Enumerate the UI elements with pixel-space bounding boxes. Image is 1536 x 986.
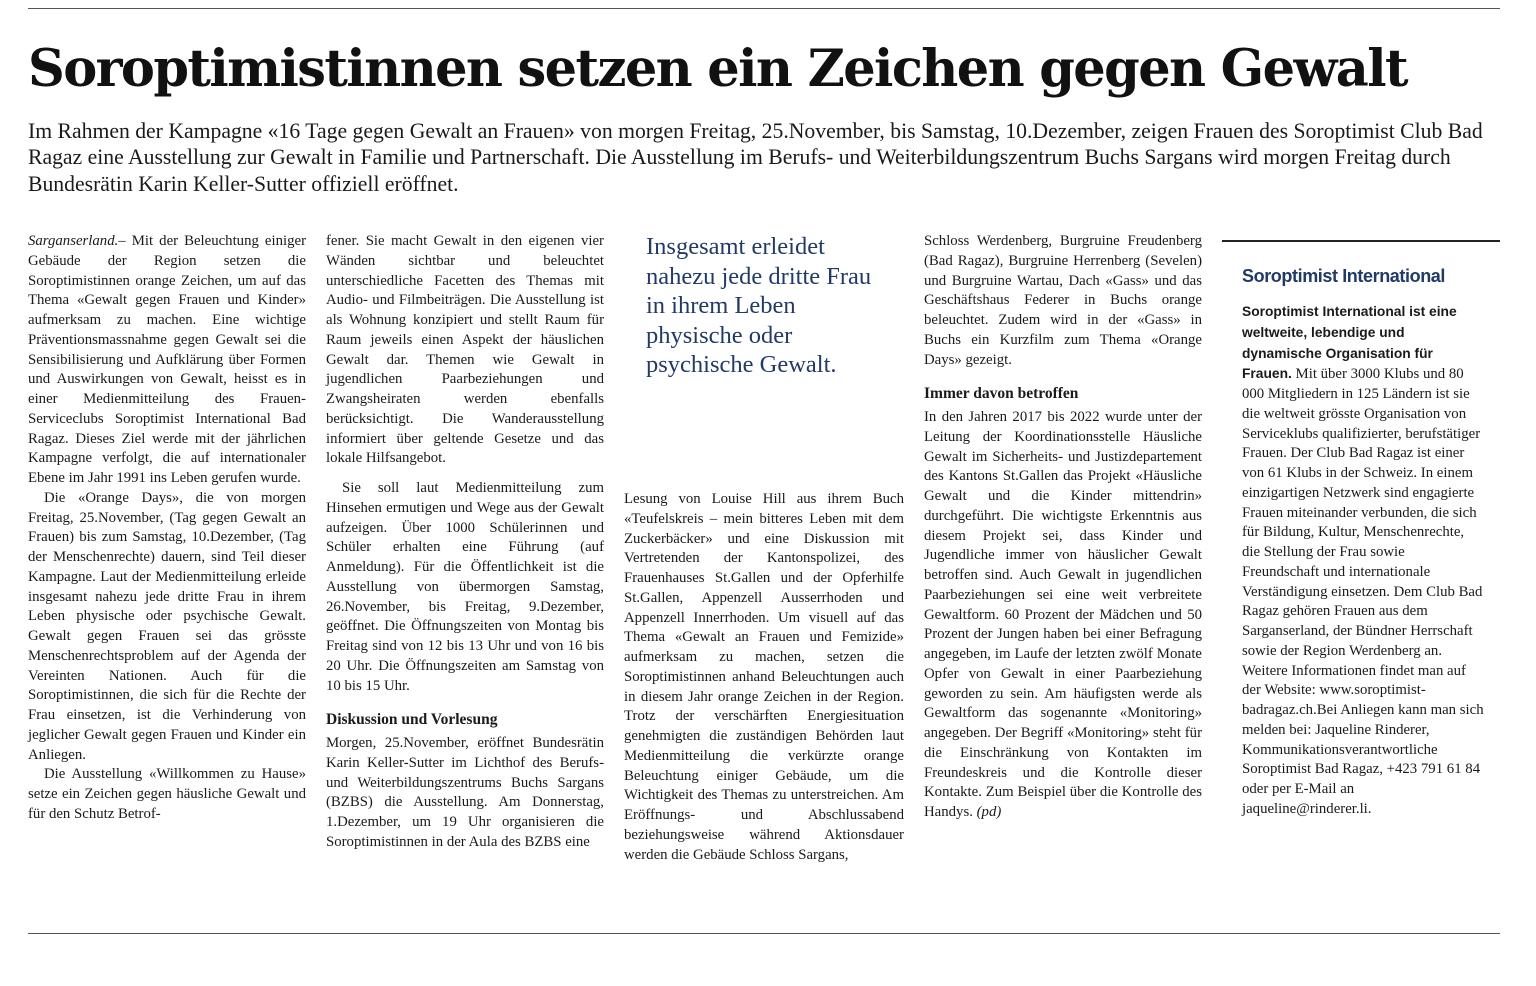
subheading: Immer davon betroffen bbox=[924, 385, 1079, 403]
paragraph-continued: Lesung von Louise Hill aus ihrem Buch «Teufelskreis – mein bitteres Leben mit dem Zuckerbäcker» und eine Diskussion mit Vertretenden der Kantonspolizei, des Frauenhauses St.Gallen und der Opferhilfe St.Gallen, Appenzell Ausserrhoden und Appenzell Innerrhoden. Um visuell auf das Thema «Gewalt an Frauen und Femizide» aufmerksam zu machen, setzen die Soroptimistinnen anhand Beleuchtungen auch in diesem Jahr orange Zeichen in der Region. Trotz der verschärften Energiesituation genehmigten die zuständigen Behörden laut Medienmitteilung die verkürzte orange Beleuchtung einiger Gebäude, um die Wichtigkeit des Themas zu unterstreichen. Am Eröffnungs- und Abschlussabend beziehungsweise während Aktionsdauer werden die Gebäude Schloss Sargans, bbox=[624, 491, 904, 863]
paragraph: Die Ausstellung «Willkommen zu Hause» setze ein Zeichen gegen häusliche Gewalt und für den Schutz Betrof- bbox=[28, 766, 306, 822]
paragraph: Morgen, 25.November, eröffnet Bundesrätin Karin Keller-Sutter im Lichthof des Berufs- und Weiterbildungszentrums Buchs Sargans (BZBS) die Ausstellung. Am Donnerstag, 1.Dezember, um 19 Uhr organisieren die Soroptimistinnen in der Aula des BZBS eine bbox=[326, 735, 604, 850]
author-initials: (pd) bbox=[976, 804, 1002, 820]
info-box-title: Soroptimist International bbox=[1242, 266, 1446, 286]
bottom-rule bbox=[28, 933, 1500, 934]
dateline: Sarganserland.– bbox=[28, 233, 126, 249]
paragraph: Die «Orange Days», die von morgen Freitag, 25.November, (Tag gegen Gewalt an Frauen) bis zum Samstag, 10.Dezember, (Tag der Menschenrechte) dauern, sind Teil dieser Kampagne. Laut der Medienmitteilung erleide insgesamt nahezu jede dritte Frau in ihrem Leben physische oder psychische Gewalt. Gewalt gegen Frauen sei das grösste Menschenrechtsproblem auf der Agenda der Vereinten Nationen. Auch für die Soroptimistinnen, die sich für die Rechte der Frau einsetzen, ist die Verhinderung von jeglicher Gewalt gegen Frauen und Kinder ein Anliegen. bbox=[28, 489, 306, 763]
info-box bbox=[1222, 240, 1500, 820]
top-rule bbox=[28, 8, 1500, 9]
article-column-1 bbox=[28, 232, 306, 825]
paragraph-text: Mit der Beleuchtung einiger Gebäude der Region setzen die Soroptimistinnen orange Zeichen, um auf das Thema «Gewalt gegen Frauen und Kinder» aufmerksam zu machen. Eine wichtige Präventionsmassnahme gegen Gewalt sei die Sensibilisierung und Aufklärung über Formen und Auswirkungen von Gewalt, heisst es in einer Medienmitteilung des Frauen-Serviceclubs Soroptimist International Bad Ragaz. Dieses Ziel werde mit der jährlichen Kampagne verfolgt, die auf internationaler Ebene im Jahr 1991 ins Leben gerufen wurde. bbox=[28, 233, 306, 486]
headline: Soroptimistinnen setzen ein Zeichen gegen Gewalt bbox=[28, 39, 1407, 99]
article-column-3 bbox=[624, 490, 904, 865]
subheading: Diskussion und Vorlesung bbox=[326, 711, 498, 729]
lead-paragraph: Im Rahmen der Kampagne «16 Tage gegen Gewalt an Frauen» von morgen Freitag, 25.November, bis Samstag, 10.Dezember, zeigen Frauen des Soroptimist Club Bad Ragaz eine Ausstellung zur Gewalt in Familie und Partnerschaft. Die Ausstellung im Berufs- und Weiterbildungszentrum Buchs Sargans wird morgen Freitag durch Bundesrätin Karin Keller-Sutter offiziell eröffnet. bbox=[28, 119, 1483, 196]
paragraph-text: In den Jahren 2017 bis 2022 wurde unter der Leitung der Koordinationsstelle Häusliche Gewalt im Sicherheits- und Justizdepartement des Kantons St.Gallen das Projekt «Häusliche Gewalt und die Kinder mittendrin» durchgeführt. Die wichtigste Erkenntnis aus diesem Projekt sei, dass Kinder und Jugendliche immer von häuslicher Gewalt betroffen sind. Auch Gewalt in jugendlichen Paarbeziehungen sei eine weit verbreitete Gewaltform. 60 Prozent der Mädchen und 50 Prozent der Jungen haben bei einer Befragung angegeben, im Laufe der letzten zwölf Monate Opfer von Gewalt in einer Paarbeziehung geworden zu sein. Am häufigsten werde als Gewaltform das sogenannte «Monitoring» angegeben. Der Begriff «Monitoring» steht für die Einschränkung von Kontakten im Freundeskreis und die Kontrolle dieser Kontakte. Zum Beispiel über die Kontrolle des Handys. bbox=[924, 409, 1202, 820]
info-box-body bbox=[1242, 302, 1484, 820]
article-column-2 bbox=[326, 232, 604, 853]
paragraph bbox=[924, 408, 1202, 823]
paragraph: Sie soll laut Medienmitteilung zum Hinsehen ermutigen und Wege aus der Gewalt aufzeigen. Über 1000 Schülerinnen und Schüler erhalten eine Führung (auf Anmeldung). Für die Öffentlichkeit ist die Ausstellung von übermorgen Samstag, 26.November, bis Freitag, 9.Dezember, geöffnet. Die Öffnungszeiten von Montag bis Freitag sind von 12 bis 13 Uhr und von 16 bis 20 Uhr. Die Öffnungszeiten am Samstag von 10 bis 15 Uhr. bbox=[326, 480, 604, 694]
paragraph bbox=[28, 232, 306, 489]
info-box-text: Mit über 3000 Klubs und 80 000 Mitgliedern in 125 Ländern ist sie die weltweit grösste Organisation von Serviceklubs qualifizierter, berufstätiger Frauen. Der Club Bad Ragaz ist einer von 61 Klubs in der Schweiz. In einem einzigartigen Netzwerk sind engagierte Frauen miteinander verbunden, die sich für Bildung, Kultur, Menschenrechte, die Stellung der Frau sowie Freundschaft und internationale Verständigung einsetzen. Dem Club Bad Ragaz gehören Frauen aus dem Sarganserland, der Bündner Herrschaft sowie der Region Werdenberg an. Weitere Informationen findet man auf der Website: www.soroptimist-badragaz.ch.Bei Anliegen kann man sich melden bei: Jaqueline Rinderer, Kommunikationsverantwortliche Soroptimist Bad Ragaz, +423 791 61 84 oder per E-Mail an jaqueline@rinderer.li. bbox=[1242, 366, 1484, 817]
paragraph-continued: Schloss Werdenberg, Burgruine Freudenberg (Bad Ragaz), Burgruine Herrenberg (Sevelen) und Burgruine Wartau, Dach «Gass» und das Geschäftshaus Federer in Buchs orange beleuchtet. Zudem wird in der «Gass» in Buchs ein Kurzfilm zum Thema «Orange Days» gezeigt. bbox=[924, 233, 1202, 368]
info-box-intro: Soroptimist International ist eine weltweite, lebendige und dynamische Organisation für Frauen. bbox=[1242, 304, 1457, 382]
article-column-4 bbox=[924, 232, 1202, 823]
paragraph-continued: fener. Sie macht Gewalt in den eigenen vier Wänden sichtbar und beleuchtet unterschiedliche Facetten des Themas mit Audio- und Filmbeiträgen. Die Ausstellung ist als Wohnung konzipiert und stellt Raum für Raum jeweils einen Aspekt der häuslichen Gewalt dar. Themen wie Gewalt in jugendlichen Paarbeziehungen und Zwangsheiraten werden ebenfalls berücksichtigt. Die Wanderausstellung informiert über geltende Gesetze und das lokale Hilfsangebot. bbox=[326, 233, 604, 467]
pull-quote: Insgesamt erleidet nahezu jede dritte Frau in ihrem Leben physische oder psychische Gewalt. bbox=[646, 233, 872, 378]
